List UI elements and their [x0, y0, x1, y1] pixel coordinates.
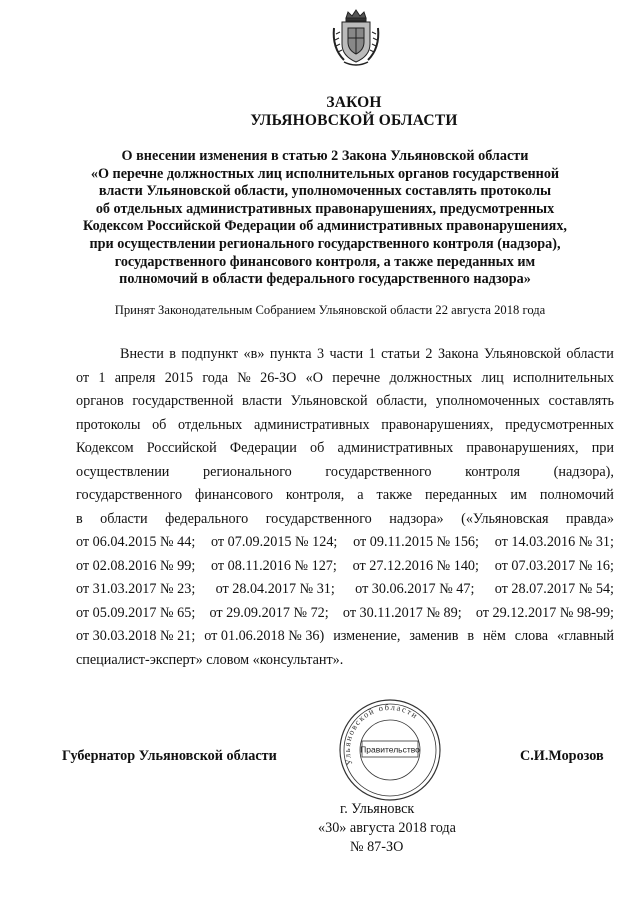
subject-line: полномочий в области федерального государственного надзора»	[119, 271, 531, 288]
body-word: контроля,	[285, 487, 345, 503]
body-word: переданных	[424, 487, 498, 503]
body-word: контроля	[465, 463, 521, 480]
body-word: государственного	[76, 487, 183, 503]
signing-date: «30» августа 2018 года	[318, 820, 456, 836]
body-word: полномочий	[539, 487, 614, 503]
body-word: об	[152, 416, 167, 433]
body-word: административных	[337, 440, 454, 456]
document-footer	[300, 800, 480, 857]
body-word: в	[76, 510, 83, 527]
body-line	[76, 578, 614, 602]
body-line	[76, 414, 614, 438]
body-word: Федерации	[229, 440, 297, 456]
body-word: а	[357, 487, 364, 503]
city: г. Ульяновск	[340, 801, 415, 817]
body-word: пункта	[269, 346, 312, 362]
body-word: государственного	[325, 463, 432, 480]
body-word: области	[100, 510, 148, 527]
body-word: от 07.09.2015 № 124;	[211, 534, 338, 550]
body-word: от 31.03.2017 № 23;	[76, 581, 196, 597]
body-word: от 27.12.2016 № 140;	[352, 557, 479, 574]
body-line	[76, 390, 614, 414]
body-word: №	[237, 369, 251, 386]
body-word: специалист-эксперт» словом «консультант».	[76, 651, 344, 668]
body-word: 1	[368, 346, 376, 362]
body-line	[76, 461, 614, 485]
body-word: заменив	[409, 628, 459, 644]
body-word: составлять	[548, 393, 614, 409]
body-word: от 07.03.2017 № 16;	[494, 557, 614, 574]
subject-line: при осуществлении регионального государственного контроля (надзора),	[89, 235, 561, 252]
body-word: лиц	[481, 369, 504, 386]
body-word: (надзора),	[553, 463, 614, 480]
body-word: года	[202, 369, 229, 386]
body-word: области	[566, 346, 614, 362]
body-line	[76, 343, 614, 367]
body-word: Российской	[146, 440, 217, 456]
body-word: от 02.08.2016 № 99;	[76, 557, 196, 574]
body-word: от 28.07.2017 № 54;	[494, 581, 614, 597]
body-word: («Ульяновская	[461, 510, 549, 527]
body-word: Закона	[437, 346, 479, 362]
svg-text:Ульяновской области: Ульяновской области	[341, 701, 421, 767]
body-word: от 28.04.2017 № 31;	[215, 581, 335, 597]
body-word: от	[76, 369, 90, 386]
signatory-name: С.И.Морозов	[520, 748, 604, 764]
body-word: осуществлении	[76, 463, 170, 480]
body-word: Внести	[120, 346, 164, 362]
body-word: правонарушениях,	[466, 440, 579, 456]
body-word: 3	[317, 346, 325, 362]
body-word: Ульяновской	[290, 393, 368, 409]
body-word: от 29.12.2017 № 98-99;	[475, 604, 614, 621]
body-word: от 29.09.2017 № 72;	[209, 604, 329, 621]
body-word: им	[510, 487, 527, 503]
body-word: уполномоченных	[435, 393, 540, 409]
body-word: перечне	[332, 369, 381, 386]
body-word: от 30.03.2018 № 21;	[76, 628, 196, 644]
body-line	[76, 555, 614, 579]
body-word: власти	[242, 393, 283, 409]
body-line	[76, 437, 614, 461]
body-word: в	[169, 346, 176, 362]
body-word: «главный	[557, 628, 614, 644]
body-word: должностных	[389, 369, 473, 386]
body-line	[76, 484, 614, 508]
body-word: изменение,	[333, 628, 401, 644]
law-region-heading: УЛЬЯНОВСКОЙ ОБЛАСТИ	[250, 112, 458, 129]
subject-line: власти Ульяновской области, уполномоченных составлять протоколы	[98, 183, 552, 200]
body-word: Ульяновской	[483, 346, 561, 362]
body-line	[76, 531, 614, 555]
body-word: регионального	[203, 463, 292, 480]
body-word: нём	[482, 628, 506, 644]
body-word: правонарушениях,	[381, 416, 494, 433]
body-word: от 08.11.2016 № 127;	[211, 557, 337, 574]
body-line	[76, 367, 614, 391]
body-word: области,	[376, 393, 428, 409]
body-word: от 30.06.2017 № 47;	[355, 581, 475, 597]
body-word: от 01.06.2018 № 36)	[204, 628, 325, 644]
body-word: также	[376, 487, 413, 503]
adoption-note: Принят Законодательным Собранием Ульяновской области 22 августа 2018 года	[114, 303, 546, 317]
body-line	[76, 649, 614, 673]
body-word: от 30.11.2017 № 89;	[342, 604, 462, 621]
body-line	[76, 625, 614, 649]
official-seal-stamp	[336, 696, 444, 804]
body-word: от 14.03.2016 № 31;	[494, 534, 614, 550]
body-word: подпункт	[181, 346, 239, 362]
body-word: административных	[253, 416, 370, 433]
body-word: слова	[514, 628, 549, 644]
law-subject	[60, 148, 590, 289]
body-word: предусмотренных	[505, 416, 614, 433]
subject-line: об отдельных административных правонарушениях, предусмотренных	[95, 200, 555, 217]
svg-text:Правительство: Правительство	[360, 744, 420, 755]
body-word: отдельных	[178, 416, 243, 433]
subject-line: Кодексом Российской Федерации об административных правонарушениях,	[83, 218, 567, 235]
law-number: № 87-ЗО	[350, 839, 404, 855]
law-body-text	[76, 343, 614, 672]
body-word: 1	[98, 369, 106, 386]
body-word: части	[329, 346, 364, 362]
body-word: при	[591, 440, 614, 456]
body-word: апреля	[114, 369, 156, 386]
law-heading: ЗАКОН	[326, 94, 382, 111]
body-word: 26-ЗО	[260, 369, 297, 386]
body-word: исполнительных	[513, 369, 614, 386]
body-line	[76, 602, 614, 626]
body-word: 2	[425, 346, 433, 362]
body-word: надзора»	[389, 510, 444, 527]
body-word: федерального	[165, 510, 249, 527]
body-word: 2015	[164, 369, 194, 386]
body-word: об	[310, 440, 325, 456]
ulyanovsk-coat-of-arms-icon	[328, 8, 384, 70]
subject-line: государственного финансового контроля, а также переданных им	[114, 253, 536, 270]
subject-line: О внесении изменения в статью 2 Закона Ульяновской области	[121, 148, 529, 164]
body-word: от 06.04.2015 № 44;	[76, 534, 196, 550]
body-word: Кодексом	[76, 440, 134, 456]
body-word: от 09.11.2015 № 156;	[353, 534, 479, 550]
body-line	[76, 508, 614, 532]
subject-line: «О перечне должностных лиц исполнительных органов государственной	[90, 165, 560, 182]
body-word: «О	[305, 369, 323, 386]
body-word: от 05.09.2017 № 65;	[76, 604, 196, 621]
body-word: органов	[76, 393, 124, 409]
body-word: государственной	[132, 393, 234, 409]
body-word: «в»	[243, 346, 265, 362]
body-word: правда»	[566, 510, 614, 527]
body-word: протоколы	[76, 416, 141, 433]
body-word: финансового	[195, 487, 273, 503]
signatory-title: Губернатор Ульяновской области	[62, 748, 277, 764]
body-word: государственного	[265, 510, 372, 527]
body-word: в	[467, 628, 475, 644]
body-word: статьи	[381, 346, 420, 362]
